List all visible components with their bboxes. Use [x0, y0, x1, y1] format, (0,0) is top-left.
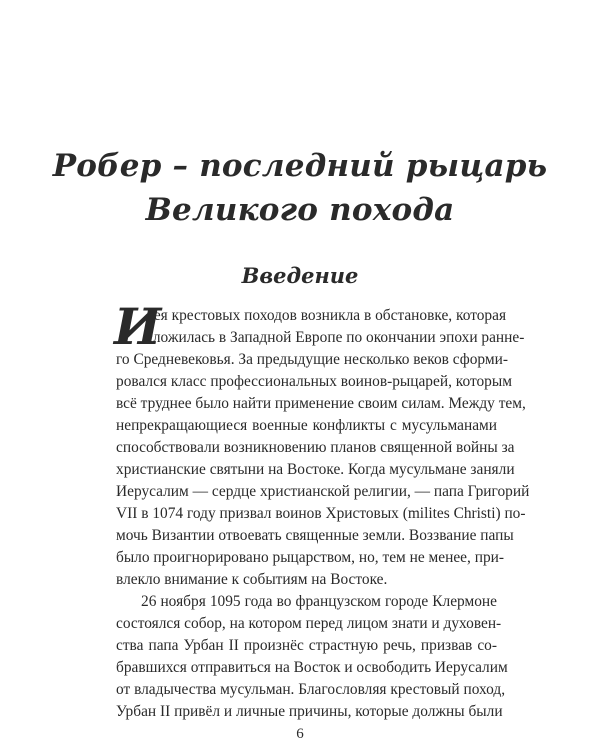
section-heading: Введение: [241, 263, 359, 288]
page-number: 6: [296, 726, 304, 742]
paragraph-2-line: состоялся собор, на котором перед лицом знати и духовен-: [116, 615, 502, 632]
paragraph-2-line: 26 ноября 1095 года во французском городе Клермоне: [141, 593, 497, 610]
paragraph-1-line: было проигнорировано рыцарством, но, тем не менее, при-: [116, 549, 504, 566]
paragraph-1-line: всё труднее было найти применение своим силам. Между тем,: [116, 395, 526, 412]
paragraph-2-line: от владычества мусульман. Благословляя крестовый поход,: [116, 681, 506, 698]
paragraph-1-line: мочь Византии отвоевать священные земли. Воззвание папы: [116, 527, 514, 544]
paragraph-1-line: VII в 1074 году призвал воинов Христовых (milites Christi) по-: [116, 505, 526, 522]
paragraph-1-line: Иерусалим — сердце христианской религии, — папа Григорий: [116, 483, 530, 500]
paragraph-2-line: бравшихся отправиться на Восток и освободить Иерусалим: [116, 659, 508, 676]
paragraph-1-line: влекло внимание к событиям на Востоке.: [116, 571, 388, 588]
chapter-title-line-1: Робер – последний рыцарь: [52, 148, 548, 184]
paragraph-1-line: сложилась в Западной Европе по окончании эпохи ранне-: [146, 329, 525, 346]
paragraph-2-line: Урбан II привёл и личные причины, которые должны были: [116, 703, 503, 720]
paragraph-2-line: ства папа Урбан II произнёс страстную речь, призвав со-: [116, 637, 497, 654]
chapter-title-line-2: Великого похода: [145, 192, 455, 228]
drop-cap: И: [114, 297, 162, 356]
paragraph-1-line: го Средневековья. За предыдущие несколько веков сформи-: [116, 351, 509, 368]
paragraph-1-line: дея крестовых походов возникла в обстановке, которая: [146, 307, 507, 324]
paragraph-1-line: ровался класс профессиональных воинов-рыцарей, которым: [116, 373, 512, 390]
paragraph-1-line: христианские святыни на Востоке. Когда мусульмане заняли: [116, 461, 515, 478]
paragraph-1-line: способствовали возникновению планов священной войны за: [116, 439, 515, 456]
paragraph-1-line: непрекращающиеся военные конфликты с мусульманами: [116, 417, 497, 434]
